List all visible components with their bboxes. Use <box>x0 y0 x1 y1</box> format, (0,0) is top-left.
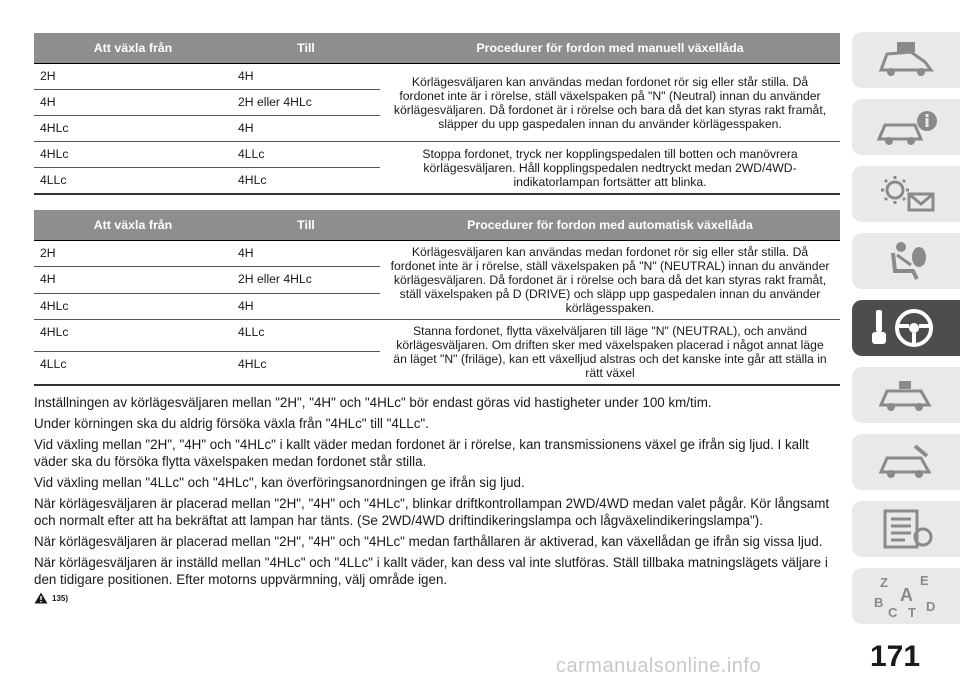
cell-procedure: Stoppa fordonet, tryck ner kopplingspedalen till botten och manövrera körlägesväljaren. Håll kopplingspedalen nedtryckt medan 2WD/4WD-indikatorlampan fortsätter att blinka. <box>380 142 840 195</box>
cell-to: 4H <box>232 293 380 319</box>
cell-to: 4H <box>232 64 380 90</box>
cell-from: 4HLc <box>34 320 232 352</box>
cell-procedure: Stanna fordonet, flytta växelväljaren till läge "N" (NEUTRAL), och använd körlägesväljaren. Om driften sker med växelspaken placerad i något annat läge än läget "N" (friläge), kan ett växelljud alstras och det kanske inte går att ställa in rätt växel <box>380 320 840 386</box>
body-paragraph: Under körningen ska du aldrig försöka växla från "4HLc" till "4LLc". <box>34 416 429 431</box>
cell-from: 4HLc <box>34 116 232 142</box>
body-paragraph: När körlägesväljaren är placerad mellan "2H", "4H" och "4HLc", blinkar driftkontrollampan 2WD/4WD medan valet pågår. Kör långsamt och normalt efter att ha bekräftat att lampan har tänts. (Se 2WD/4WD driftindikeringslampa och lågväxelindikeringslampa"). <box>34 496 830 528</box>
technical-data-icon <box>871 509 941 549</box>
tab-dashboard[interactable] <box>852 32 960 88</box>
table-row <box>34 320 840 352</box>
cell-from: 4H <box>34 267 232 293</box>
tab-emergency[interactable] <box>852 367 960 423</box>
table-row <box>34 241 840 267</box>
tab-car-info[interactable] <box>852 99 960 155</box>
tab-index[interactable] <box>852 568 960 624</box>
table-header-row <box>34 210 840 241</box>
table-row <box>34 64 840 90</box>
index-letter: C <box>888 605 898 619</box>
index-letter: Z <box>880 575 888 590</box>
chapter-sidebar <box>852 32 960 635</box>
index-letter: A <box>900 585 913 605</box>
warning-reference <box>34 592 840 604</box>
body-paragraph: När körlägesväljaren är inställd mellan "4HLc" och "4LLc" i kallt väder, kan dess val inte slutföras. Ställ tillbaka matningslägets väljare i den tidigare positionen. Efter motorns uppvärmning, välj område igen. <box>34 555 828 587</box>
airbag-seat-icon <box>871 241 941 281</box>
body-paragraph: Vid växling mellan "2H", "4H" och "4HLc" i kallt väder medan fordonet är i rörelse, kan transmissionens växel ge ifrån sig ljud. I kallt väder ska du försöka flytta växelspaken medan fordonet står stilla. <box>34 437 809 469</box>
cell-to: 4LLc <box>232 142 380 168</box>
header-from: Att växla från <box>34 210 232 241</box>
automatic-transmission-table <box>34 210 840 386</box>
header-procedure: Procedurer för fordon med manuell växellåda <box>380 33 840 64</box>
body-paragraph: Inställningen av körlägesväljaren mellan "2H", "4H" och "4HLc" bör endast göras vid hastigheter under 100 km/tim. <box>34 395 712 410</box>
page-number: 171 <box>870 640 921 673</box>
cell-from: 2H <box>34 64 232 90</box>
warning-triangle-icon <box>34 592 48 604</box>
cell-to: 4HLc <box>232 168 380 195</box>
cell-to: 2H eller 4HLc <box>232 267 380 293</box>
manual-transmission-table <box>34 33 840 195</box>
body-paragraph: När körlägesväljaren är placerad mellan "2H", "4H" och "4HLc" medan farthållaren är aktiverad, kan växellådan ge ifrån sig vissa ljud. <box>34 534 823 549</box>
header-procedure: Procedurer för fordon med automatisk växellåda <box>380 210 840 241</box>
cell-procedure: Körlägesväljaren kan användas medan fordonet rör sig eller står stilla. Då fordonet inte är i rörelse, ställ växelspaken på "N" (NEUTRAL) innan du använder körlägesväljaren. Då fordonet är i rörelse och bara då det kan styras rakt framåt, ställ växelspaken på D (DRIVE) och släpp upp gaspedalen innan du använder körlägesspaken. <box>380 241 840 320</box>
cell-from: 2H <box>34 241 232 267</box>
tab-safety[interactable] <box>852 233 960 289</box>
cell-to: 4H <box>232 116 380 142</box>
cell-from: 4H <box>34 90 232 116</box>
car-maintenance-icon <box>871 442 941 482</box>
cell-to: 4LLc <box>232 320 380 352</box>
cell-from: 4LLc <box>34 168 232 195</box>
key-steering-wheel-icon <box>868 306 944 350</box>
table-header-row <box>34 33 840 64</box>
tab-maintenance[interactable] <box>852 434 960 490</box>
header-from: Att växla från <box>34 33 232 64</box>
index-letter: E <box>920 573 929 588</box>
cell-from: 4HLc <box>34 142 232 168</box>
cell-to: 4HLc <box>232 352 380 385</box>
cell-from: 4LLc <box>34 352 232 385</box>
index-letter: B <box>874 595 884 610</box>
warning-light-message-icon <box>871 174 941 214</box>
header-to: Till <box>232 33 380 64</box>
cell-procedure: Körlägesväljaren kan användas medan fordonet rör sig eller står stilla. Då fordonet inte är i rörelse, ställ växelspaken på "N" (Neutral) innan du använder körlägesväljaren. Då fordonet är i rörelse och bara då det kan styras rakt framåt, släpper du upp gaspedalen innan du använder körlägesspaken. <box>380 64 840 142</box>
cell-to: 2H eller 4HLc <box>232 90 380 116</box>
page-content <box>34 33 840 604</box>
index-letter: T <box>908 605 916 619</box>
cell-from: 4HLc <box>34 293 232 319</box>
alphabetical-index-icon <box>866 573 946 619</box>
tab-starting-driving[interactable] <box>852 300 960 356</box>
warning-ref-number: 135) <box>52 593 69 603</box>
watermark: carmanualsonline.info <box>556 655 762 677</box>
tab-technical-data[interactable] <box>852 501 960 557</box>
table-row <box>34 142 840 168</box>
car-emergency-icon <box>871 375 941 415</box>
car-dashboard-icon <box>871 40 941 80</box>
body-paragraph: Vid växling mellan "4LLc" och "4HLc", kan överföringsanordningen ge ifrån sig ljud. <box>34 475 525 490</box>
tab-warning-lights[interactable] <box>852 166 960 222</box>
index-letter: D <box>926 599 936 614</box>
car-info-icon <box>871 107 941 147</box>
header-to: Till <box>232 210 380 241</box>
cell-to: 4H <box>232 241 380 267</box>
